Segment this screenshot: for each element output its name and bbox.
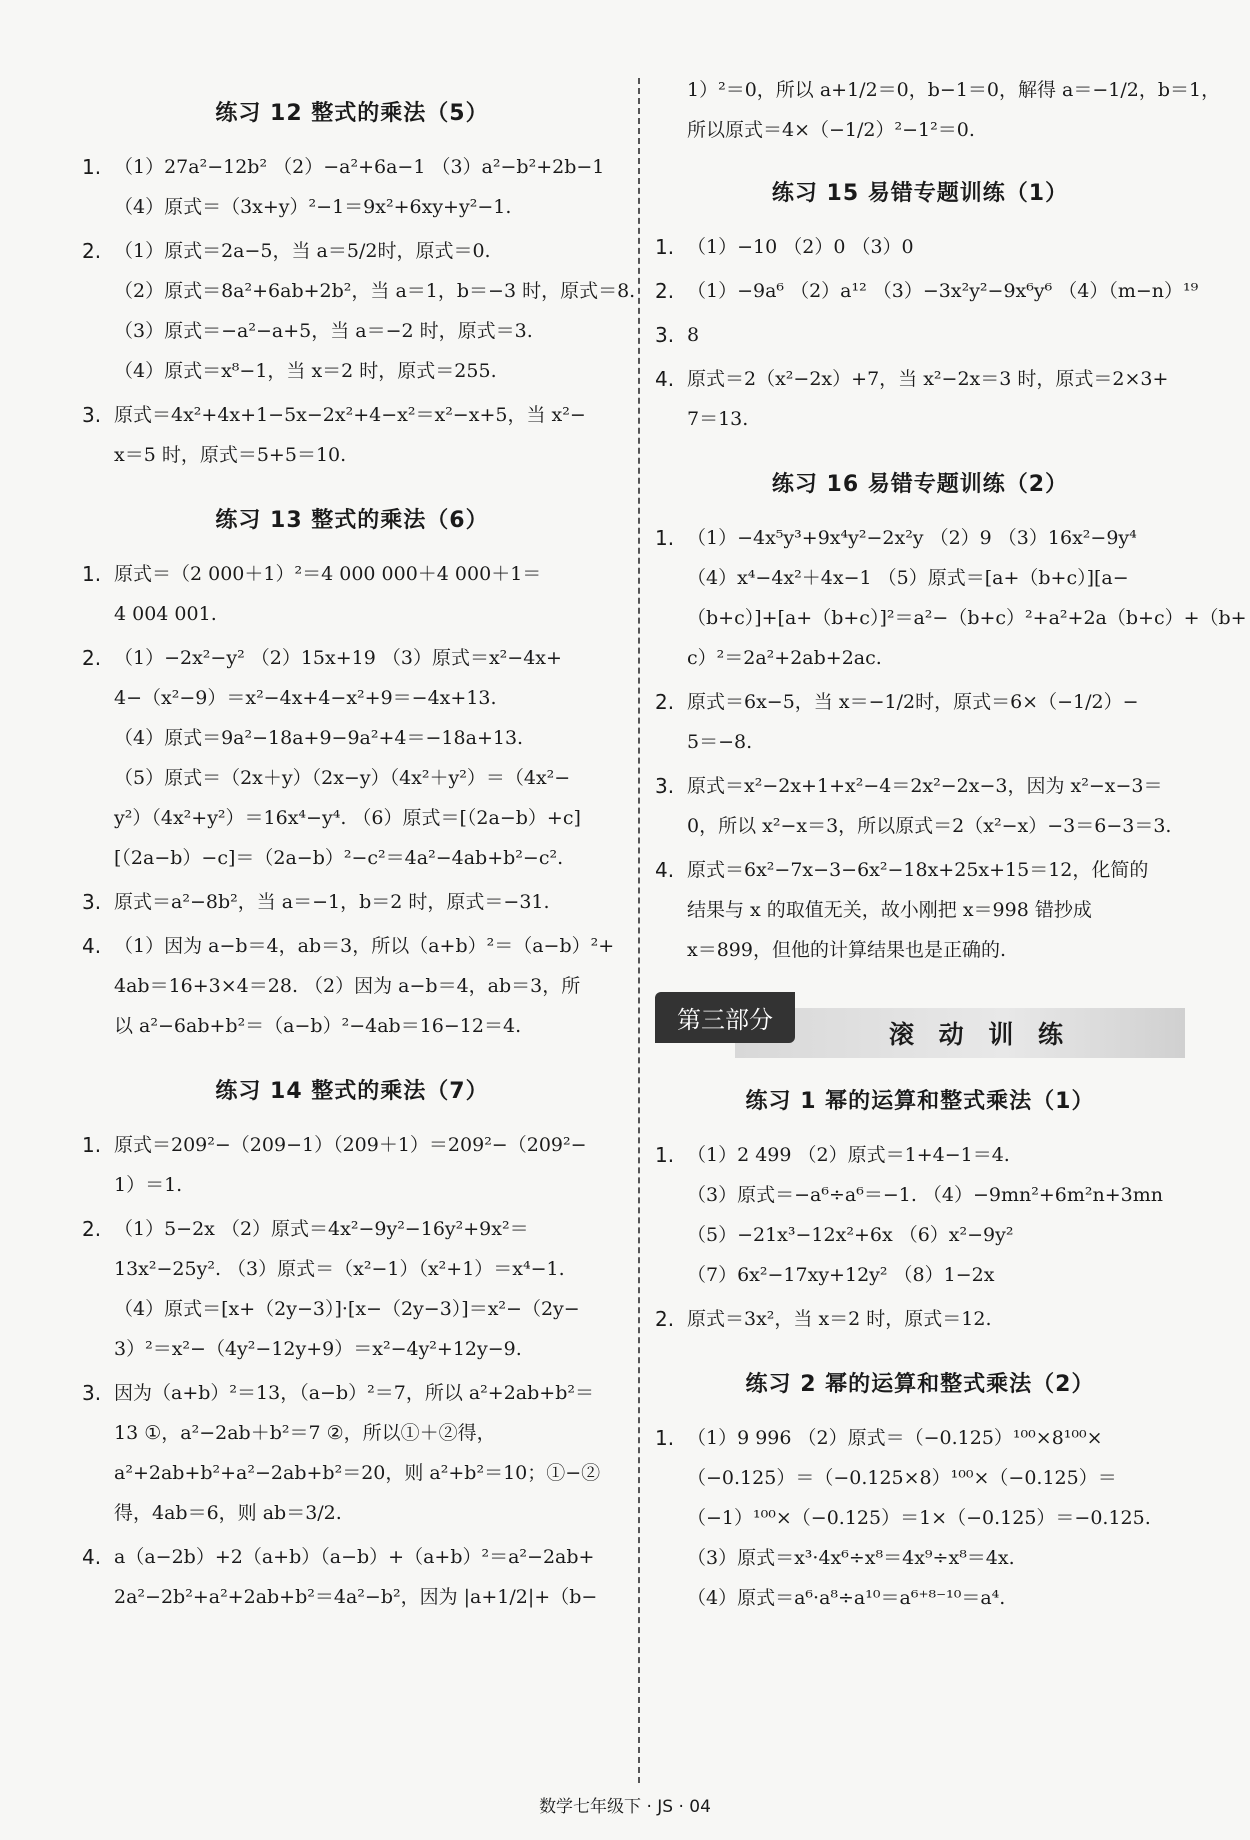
answer-line: （7）6x²−17xy+12y² （8）1−2x: [687, 1264, 995, 1286]
item-number: 3.: [82, 403, 102, 427]
answer-line: （3）原式＝x³·4x⁶÷x⁸＝4x⁹÷x⁸＝4x.: [687, 1547, 1015, 1569]
section-heading: 练习 1 幂的运算和整式乘法（1）: [745, 1089, 1095, 1114]
left-column: [82, 70, 636, 1621]
answer-line: c）²＝2a²+2ab+2ac.: [687, 647, 882, 669]
item-number: 3.: [82, 890, 102, 914]
item-lines: [114, 638, 622, 878]
answer-line: （1）−10 （2）0 （3）0: [687, 236, 914, 258]
item-lines: [687, 766, 1185, 846]
answer-line: 原式＝a²−8b²，当 a＝−1，b＝2 时，原式＝−31.: [114, 891, 550, 913]
item-number: 1.: [655, 1426, 675, 1450]
item-number: 1.: [655, 235, 675, 259]
section-heading: 练习 16 易错专题训练（2）: [771, 472, 1069, 497]
item-number: 1.: [82, 1133, 102, 1157]
item-number: 2.: [655, 1307, 675, 1331]
answer-item: [82, 926, 622, 1046]
answer-item: [82, 882, 622, 922]
item-number: 2.: [82, 646, 102, 670]
answer-line: （1）−9a⁶ （2）a¹² （3）−3x²y²−9x⁶y⁶ （4）（m−n）¹⁹: [687, 280, 1199, 302]
answer-line: x＝899，但他的计算结果也是正确的.: [687, 939, 1007, 961]
answer-item: [655, 359, 1185, 439]
answer-line: 以 a²−6ab+b²＝（a−b）²−4ab＝16−12＝4.: [114, 1015, 522, 1037]
item-lines: [687, 1135, 1185, 1295]
item-number: 2.: [655, 279, 675, 303]
page-footer: 数学七年级下 · JS · 04: [539, 1797, 711, 1817]
item-lines: [687, 271, 1198, 311]
item-lines: [114, 926, 622, 1046]
continuation-block: [655, 70, 1221, 150]
answer-line: （1）−4x⁵y³+9x⁴y²−2x²y （2）9 （3）16x²−9y⁴: [687, 527, 1137, 549]
answer-line: 4−（x²−9）＝x²−4x+4−x²+9＝−4x+13.: [114, 687, 497, 709]
item-lines: [114, 554, 622, 634]
answer-line: （4）原式＝a⁶·a⁸÷a¹⁰＝a⁶⁺⁸⁻¹⁰＝a⁴.: [687, 1587, 1006, 1609]
item-number: 3.: [655, 774, 675, 798]
part-three-bar: [735, 1008, 1185, 1058]
continuation-line: 所以原式＝4×（−1/2）²−1²＝0.: [687, 119, 975, 141]
answer-item: [82, 1537, 622, 1617]
answer-line: （b+c）]+[a+（b+c）]²＝a²−（b+c）²+a²+2a（b+c）+（b+: [687, 607, 1247, 629]
answer-line: （1）−2x²−y² （2）15x+19 （3）原式＝x²−4x+: [114, 647, 562, 669]
answer-line: 原式＝3x²，当 x＝2 时，原式＝12.: [687, 1308, 992, 1330]
answer-line: （5）−21x³−12x²+6x （6）x²−9y²: [687, 1224, 1014, 1246]
item-lines: [114, 1537, 622, 1617]
answer-line: 13x²−25y². （3）原式＝（x²−1）（x²+1）＝x⁴−1.: [114, 1258, 565, 1280]
answer-line: （4）原式＝[x+（2y−3）]·[x−（2y−3）]＝x²−（2y−: [114, 1298, 580, 1320]
answer-item: [82, 1209, 622, 1369]
item-lines: [687, 359, 1185, 439]
item-lines: [687, 1299, 1185, 1339]
section-heading: 练习 13 整式的乘法（6）: [215, 508, 489, 533]
answer-line: （−0.125）＝（−0.125×8）¹⁰⁰×（−0.125）＝: [687, 1467, 1117, 1489]
answer-item: [655, 850, 1185, 970]
answer-item: [655, 315, 1185, 355]
answer-line: 5＝−8.: [687, 731, 753, 753]
item-number: 1.: [82, 155, 102, 179]
right-column: [655, 70, 1247, 1622]
answer-item: [655, 518, 1247, 678]
answer-line: 原式＝（2 000＋1）²＝4 000 000＋4 000＋1＝: [114, 563, 542, 585]
answer-line: 原式＝6x²−7x−3−6x²−18x+25x+15＝12，化简的: [687, 859, 1149, 881]
answer-item: [82, 1373, 622, 1533]
answer-line: （4）x⁴−4x²＋4x−1 （5）原式＝[a+（b+c）][a−: [687, 567, 1129, 589]
section-group-1: [655, 176, 1247, 970]
answer-line: 8: [687, 324, 700, 346]
answer-line: x＝5 时，原式＝5+5＝10.: [114, 444, 347, 466]
answer-line: 7＝13.: [687, 408, 749, 430]
item-number: 3.: [655, 323, 675, 347]
answer-line: 因为（a+b）²＝13，（a−b）²＝7，所以 a²+2ab+b²＝: [114, 1382, 595, 1404]
section-heading: 练习 2 幂的运算和整式乘法（2）: [745, 1372, 1095, 1397]
answer-line: （4）原式＝（3x+y）²−1＝9x²+6xy+y²−1.: [114, 196, 512, 218]
answer-item: [655, 227, 1185, 267]
column-divider: [638, 78, 640, 1783]
answer-line: 结果与 x 的取值无关，故小刚把 x＝998 错抄成: [687, 899, 1092, 921]
continuation-line: 1）²＝0，所以 a+1/2＝0，b−1＝0，解得 a＝−1/2，b＝1，: [687, 79, 1221, 101]
item-lines: [687, 518, 1247, 678]
answer-line: a²+2ab+b²+a²−2ab+b²＝20，则 a²+b²＝10；①−②: [114, 1462, 601, 1484]
item-number: 2.: [82, 1217, 102, 1241]
item-number: 1.: [655, 1143, 675, 1167]
item-lines: [687, 315, 1185, 355]
answer-line: （−1）¹⁰⁰×（−0.125）＝1×（−0.125）＝−0.125.: [687, 1507, 1151, 1529]
answer-line: （2）原式＝8a²+6ab+2b²，当 a＝1，b＝−3 时，原式＝8.: [114, 280, 636, 302]
answer-line: 原式＝4x²+4x+1−5x−2x²+4−x²＝x²−x+5，当 x²−: [114, 404, 586, 426]
answer-line: （1）5−2x （2）原式＝4x²−9y²−16y²+9x²＝: [114, 1218, 529, 1240]
section-heading: 练习 14 整式的乘法（7）: [215, 1079, 489, 1104]
answer-line: 2a²−2b²+a²+2ab+b²＝4a²−b²，因为 |a+1/2|+（b−: [114, 1586, 598, 1608]
answer-item: [655, 1299, 1185, 1339]
item-number: 4.: [655, 367, 675, 391]
answer-item: [82, 395, 622, 475]
answer-line: （1）原式＝2a−5，当 a＝5/2时，原式＝0.: [114, 240, 491, 262]
answer-line: 得，4ab＝6，则 ab＝3/2.: [114, 1502, 342, 1524]
answer-line: 原式＝2（x²−2x）+7，当 x²−2x＝3 时，原式＝2×3+: [687, 368, 1169, 390]
answer-line: 原式＝209²−（209−1）（209＋1）＝209²−（209²−: [114, 1134, 587, 1156]
item-number: 2.: [655, 690, 675, 714]
answer-item: [82, 554, 622, 634]
answer-line: 4ab＝16+3×4＝28. （2）因为 a−b＝4，ab＝3，所: [114, 975, 581, 997]
answer-line: 13 ①，a²−2ab＋b²＝7 ②，所以①＋②得，: [114, 1422, 496, 1444]
answer-item: [655, 1135, 1185, 1295]
item-lines: [114, 1209, 622, 1369]
answer-line: 1）＝1.: [114, 1174, 183, 1196]
answer-item: [82, 147, 622, 227]
answer-line: （1）27a²−12b² （2）−a²+6a−1 （3）a²−b²+2b−1: [114, 156, 605, 178]
answer-line: 原式＝6x−5，当 x＝−1/2时，原式＝6×（−1/2）−: [687, 691, 1139, 713]
part-three-label: 第三部分: [655, 992, 795, 1043]
answer-line: （4）原式＝9a²−18a+9−9a²+4＝−18a+13.: [114, 727, 524, 749]
item-lines: [114, 231, 635, 391]
item-number: 4.: [655, 858, 675, 882]
item-lines: [687, 850, 1185, 970]
section-heading: 练习 12 整式的乘法（5）: [215, 101, 489, 126]
part-three-title: 滚 动 训 练: [888, 1020, 1072, 1049]
answer-line: 4 004 001.: [114, 603, 217, 625]
item-number: 2.: [82, 239, 102, 263]
answer-item: [655, 766, 1185, 846]
item-lines: [114, 147, 622, 227]
item-number: 1.: [655, 526, 675, 550]
answer-item: [655, 1418, 1185, 1618]
answer-item: [82, 1125, 622, 1205]
answer-line: a（a−2b）+2（a+b）（a−b）+（a+b）²＝a²−2ab+: [114, 1546, 595, 1568]
answer-line: 0，所以 x²−x＝3，所以原式＝2（x²−x）−3＝6−3＝3.: [687, 815, 1172, 837]
section-heading: 练习 15 易错专题训练（1）: [771, 181, 1069, 206]
answer-line: [（2a−b）−c]＝（2a−b）²−c²＝4a²−4ab+b²−c².: [114, 847, 564, 869]
answer-line: （1）9 996 （2）原式＝（−0.125）¹⁰⁰×8¹⁰⁰×: [687, 1427, 1103, 1449]
answer-line: （5）原式＝（2x＋y）（2x−y）（4x²＋y²）＝（4x²−: [114, 767, 571, 789]
item-lines: [687, 1418, 1185, 1618]
answer-line: （1）2 499 （2）原式＝1+4−1＝4.: [687, 1144, 1010, 1166]
answer-line: （3）原式＝−a⁶÷a⁶＝−1. （4）−9mn²+6m²n+3mn: [687, 1184, 1164, 1206]
item-number: 4.: [82, 934, 102, 958]
item-number: 4.: [82, 1545, 102, 1569]
item-lines: [114, 395, 622, 475]
section-group-2: [655, 1084, 1185, 1618]
item-lines: [114, 1125, 622, 1205]
answer-line: （3）原式＝−a²−a+5，当 a＝−2 时，原式＝3.: [114, 320, 533, 342]
item-lines: [687, 227, 1185, 267]
answer-line: y²）（4x²+y²）＝16x⁴−y⁴. （6）原式＝[（2a−b）+c]: [114, 807, 581, 829]
answer-line: （1）因为 a−b＝4，ab＝3，所以（a+b）²＝（a−b）²+: [114, 935, 615, 957]
answer-item: [82, 231, 636, 391]
item-lines: [114, 1373, 622, 1533]
answer-item: [655, 682, 1185, 762]
item-number: 1.: [82, 562, 102, 586]
answer-line: 原式＝x²−2x+1+x²−4＝2x²−2x−3，因为 x²−x−3＝: [687, 775, 1163, 797]
item-lines: [687, 682, 1185, 762]
answer-line: 3）²＝x²−（4y²−12y+9）＝x²−4y²+12y−9.: [114, 1338, 522, 1360]
answer-line: （4）原式＝x⁸−1，当 x＝2 时，原式＝255.: [114, 360, 497, 382]
item-number: 3.: [82, 1381, 102, 1405]
part-three-banner: [655, 988, 1185, 1058]
item-lines: [114, 882, 622, 922]
answer-item: [82, 638, 622, 878]
answer-item: [655, 271, 1199, 311]
